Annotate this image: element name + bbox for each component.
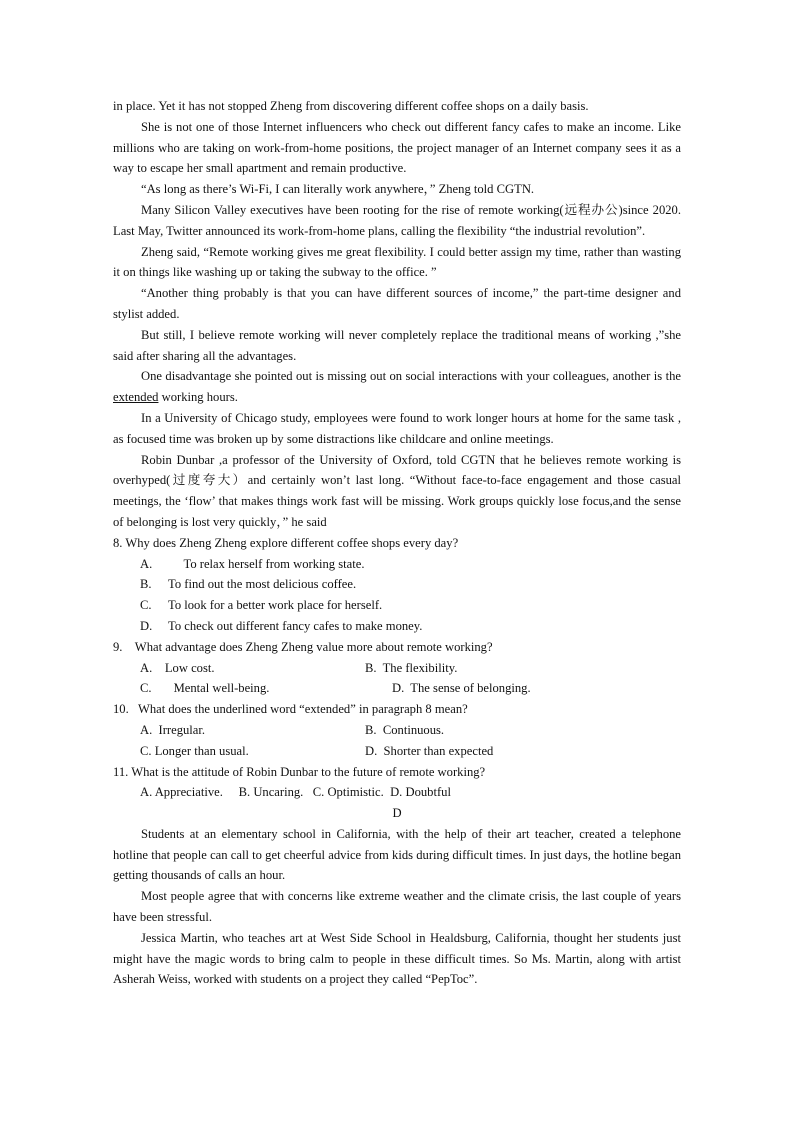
question-11-options: A. Appreciative. B. Uncaring. C. Optimistic. D. Doubtful [140,785,451,800]
paragraph-hotline: Students at an elementary school in California, with the help of their art teacher, created a telephone hotline that people can call to get cheerful advice from kids during difficult times. In just days, the hotline began getting thousands of calls an hour. [113,826,681,883]
question-9-option-b: B. The flexibility. [365,660,458,675]
option-text: To relax herself from working state. [168,556,365,571]
paragraph-silicon-valley: Many Silicon Valley executives have been rooting for the rise of remote working(远程办公)since 2020. Last May, Twitter announced its work-from-home plans, calling the flexibility “the industrial revolution”. [113,202,681,238]
option-label: D. [140,618,153,633]
option-text: To look for a better work place for herself. [168,598,383,613]
option-label: B. [140,577,152,592]
question-9-stem: 9. What advantage does Zheng Zheng value more about remote working? [113,639,493,654]
question-8-option-d [113,616,681,637]
question-11-stem: 11. What is the attitude of Robin Dunbar to the future of remote working? [113,764,486,779]
question-10-stem: 10. What does the underlined word “extended” in paragraph 8 mean? [113,702,468,717]
question-10-option-c: C. Longer than usual. [140,743,249,758]
question-8-stem: 8. Why does Zheng Zheng explore different coffee shops every day? [113,535,459,550]
paragraph-disadvantage [113,366,681,408]
question-8-option-c [113,595,681,616]
paragraph-influencers: She is not one of those Internet influencers who check out different fancy cafes to make an income. Like millions who are taking on work-from-home positions, the project manager of an Internet company sees it as a way to escape her small apartment and remain productive. [113,119,681,176]
question-10-options-ab [113,720,681,741]
question-10-option-d: D. Shorter than expected [365,743,494,758]
question-10-option-b: B. Continuous. [365,722,445,737]
question-9-options-ab [113,658,681,679]
paragraph-wifi-quote: “As long as there’s Wi-Fi, I can literally work anywhere，” Zheng told CGTN. [141,182,535,197]
paragraph-dunbar: Robin Dunbar ,a professor of the University of Oxford, told CGTN that he believes remote working is overhyped(过度夸大）and certainly won’t last long. “Without face-to-face engagement and those casual meetings, the ‘flow’ that makes things work fast will be missing. Work groups quickly lose focus,and the sense of belonging is lost very quickly，” he said [113,452,681,529]
option-label: A. [140,556,153,571]
question-9-option-c: C. Mental well-being. [140,681,270,696]
paragraph-traditional: But still, I believe remote working will never completely replace the traditional means of working ,”she said after sharing all the advantages. [113,327,681,363]
option-label: C. [140,598,152,613]
option-text: To check out different fancy cafes to make money. [168,618,423,633]
paragraph-jessica-martin: Jessica Martin, who teaches art at West Side School in Healdsburg, California, thought her students just might have the magic words to bring calm to people in these difficult times. So Ms. Martin, along with artist Asherah Weiss, worked with students on a project they called “PepToc”. [113,930,681,987]
question-9-option-d: D. The sense of belonging. [392,681,531,696]
question-8-option-b [113,574,681,595]
question-10-options-cd [113,741,681,762]
paragraph-income: “Another thing probably is that you can have different sources of income,” the part-time designer and stylist added. [113,286,681,321]
option-text: To find out the most delicious coffee. [168,577,357,592]
text-after: working hours. [158,390,238,405]
paragraph-flexibility: Zheng said, “Remote working gives me great flexibility. I could better assign my time, rather than wasting it on things like washing up or taking the subway to the office. ” [113,244,681,280]
underlined-word: extended [113,390,159,405]
document-page [113,96,681,990]
text-before: One disadvantage she pointed out is missing out on social interactions with your colleagues, another is the [141,369,681,384]
question-8-option-a [113,554,681,575]
question-9-option-a: A. Low cost. [140,660,215,675]
paragraph-continuation: in place. Yet it has not stopped Zheng from discovering different coffee shops on a daily basis. [113,99,589,113]
paragraph-chicago-study: In a University of Chicago study, employees were found to work longer hours at home for the same task , as focused time was broken up by some distractions like childcare and online meetings. [113,410,681,446]
paragraph-stressful: Most people agree that with concerns like extreme weather and the climate crisis, the last couple of years have been stressful. [113,889,681,925]
section-heading-d: D [392,806,402,821]
question-9-options-cd [113,678,681,699]
question-10-option-a: A. Irregular. [140,722,206,737]
